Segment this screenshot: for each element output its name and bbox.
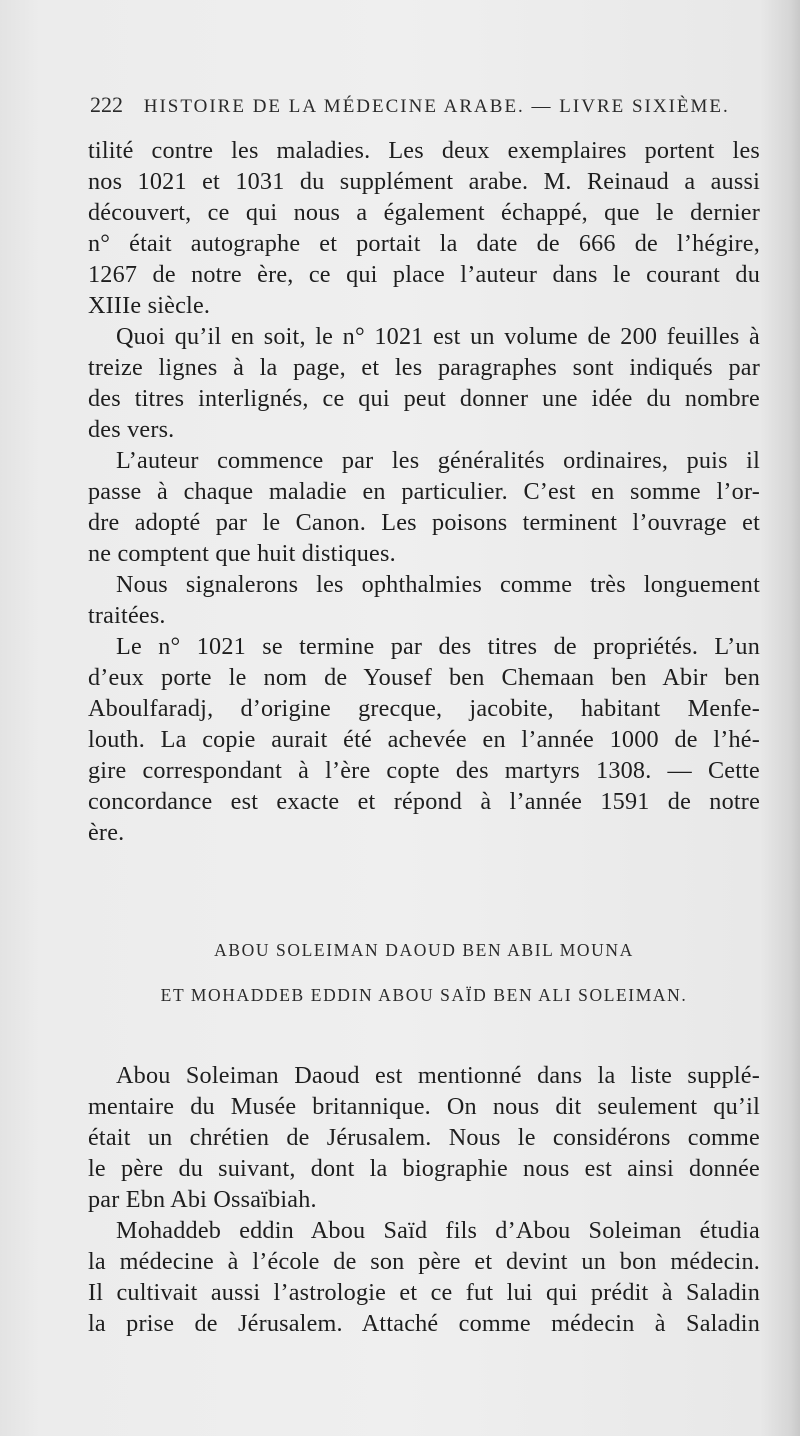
text-line: tilité contre les maladies. Les deux exemplaires portent les xyxy=(88,137,760,164)
text-line: Aboulfaradj, d’origine grecque, jacobite, habitant Menfe- xyxy=(88,695,760,722)
text-line: passe à chaque maladie en particulier. C’est en somme l’or- xyxy=(88,478,760,505)
running-title: HISTOIRE DE LA MÉDECINE ARABE. — LIVRE SIXIÈME. xyxy=(143,96,730,117)
text-line: Abou Soleiman Daoud est mentionné dans la liste supplé- xyxy=(116,1062,760,1089)
text-line: dre adopté par le Canon. Les poisons terminent l’ouvrage et xyxy=(88,509,760,536)
text-line: la prise de Jérusalem. Attaché comme médecin à Saladin xyxy=(88,1310,760,1337)
section-heading-line-2: ET MOHADDEB EDDIN ABOU SAÏD BEN ALI SOLEIMAN. xyxy=(160,985,688,1005)
text-line: par Ebn Abi Ossaïbiah. xyxy=(88,1186,317,1213)
text-line: d’eux porte le nom de Yousef ben Chemaan ben Abir ben xyxy=(88,664,760,691)
text-line: le père du suivant, dont la biographie nous est ainsi donnée xyxy=(88,1155,760,1182)
text-line: 1267 de notre ère, ce qui place l’auteur dans le courant du xyxy=(88,261,760,288)
body-text-block-1 xyxy=(88,135,760,848)
running-header xyxy=(90,92,730,118)
text-line: concordance est exacte et répond à l’année 1591 de notre xyxy=(88,788,760,815)
text-line: XIIIe siècle. xyxy=(88,292,211,319)
text-line: des vers. xyxy=(88,416,175,443)
body-text-block-2 xyxy=(88,1060,760,1339)
text-line: louth. La copie aurait été achevée en l’année 1000 de l’hé- xyxy=(88,726,760,753)
text-line: Quoi qu’il en soit, le n° 1021 est un volume de 200 feuilles à xyxy=(116,323,760,350)
page-number: 222 xyxy=(90,92,123,117)
text-line: découvert, ce qui nous a également échappé, que le dernier xyxy=(88,199,760,226)
text-line: Il cultivait aussi l’astrologie et ce fut lui qui prédit à Saladin xyxy=(88,1279,760,1306)
text-line: Nous signalerons les ophthalmies comme très longuement xyxy=(116,571,760,598)
text-line: Mohaddeb eddin Abou Saïd fils d’Abou Soleiman étudia xyxy=(116,1217,760,1244)
text-line: ère. xyxy=(88,819,125,846)
text-line: la médecine à l’école de son père et devint un bon médecin. xyxy=(88,1248,760,1275)
text-line: traitées. xyxy=(88,602,166,629)
text-line: gire correspondant à l’ère copte des martyrs 1308. — Cette xyxy=(88,757,760,784)
text-line: Le n° 1021 se termine par des titres de propriétés. L’un xyxy=(116,633,760,660)
text-line: n° était autographe et portait la date de 666 de l’hégire, xyxy=(88,230,760,257)
section-heading-line-1: ABOU SOLEIMAN DAOUD BEN ABIL MOUNA xyxy=(214,940,634,960)
text-line: ne comptent que huit distiques. xyxy=(88,540,396,567)
text-line: des titres interlignés, ce qui peut donner une idée du nombre xyxy=(88,385,760,412)
text-line: L’auteur commence par les généralités ordinaires, puis il xyxy=(116,447,760,474)
text-line: était un chrétien de Jérusalem. Nous le considérons comme xyxy=(88,1124,760,1151)
text-line: treize lignes à la page, et les paragraphes sont indiqués par xyxy=(88,354,760,381)
text-line: mentaire du Musée britannique. On nous dit seulement qu’il xyxy=(88,1093,760,1120)
text-line: nos 1021 et 1031 du supplément arabe. M. Reinaud a aussi xyxy=(88,168,760,195)
